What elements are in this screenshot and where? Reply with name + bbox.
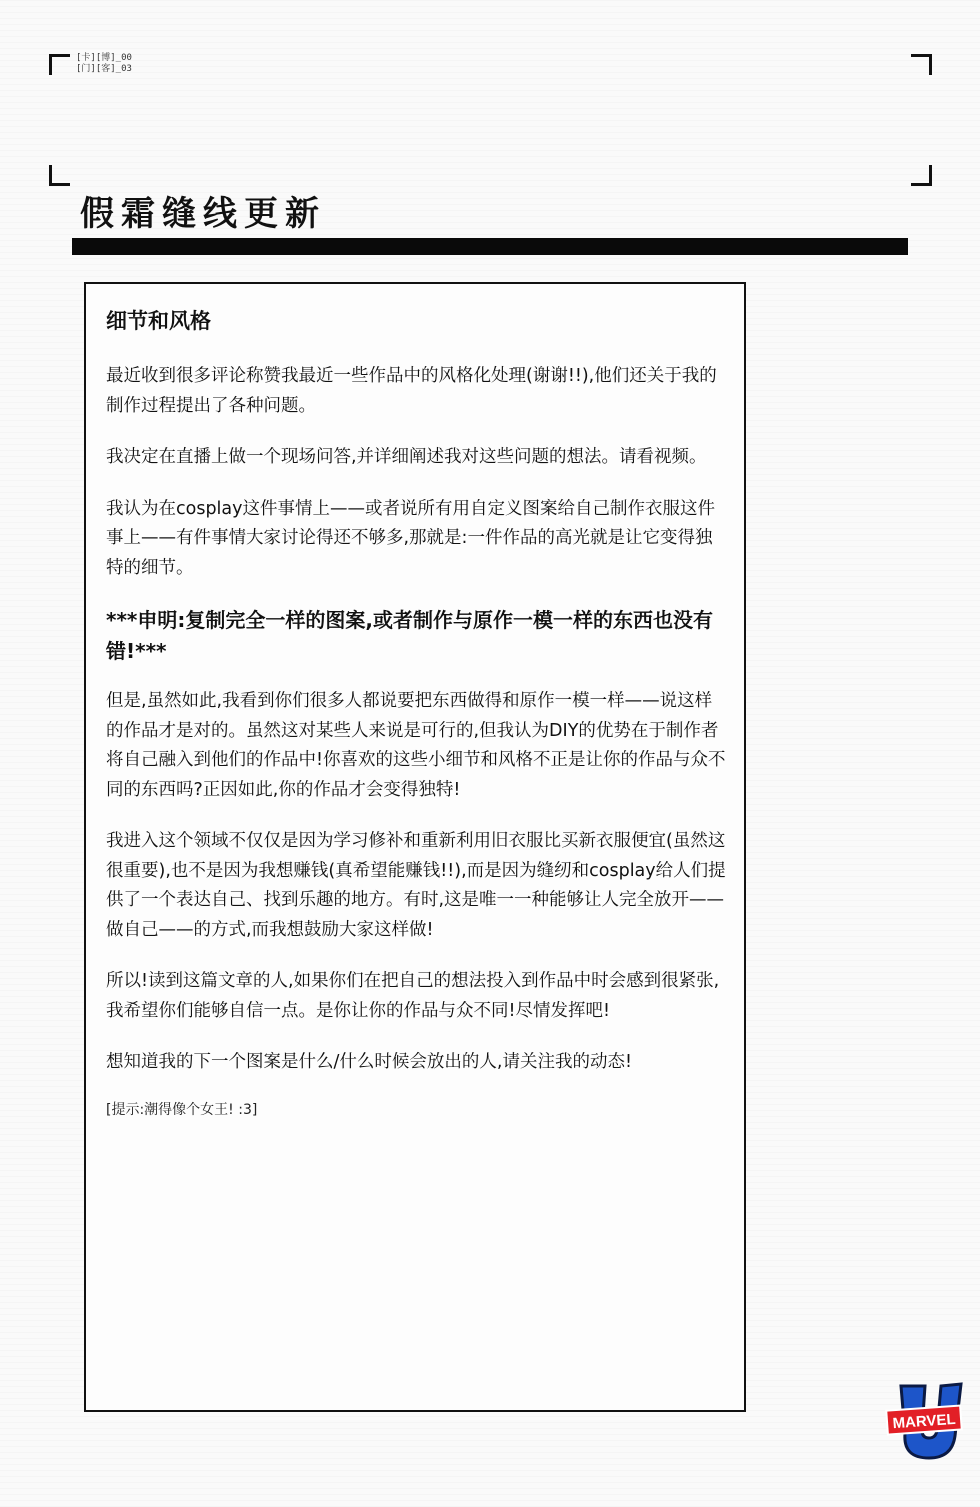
article-paragraph: 想知道我的下一个图案是什么/什么时候会放出的人,请关注我的动态! [106,1052,632,1072]
page-code [76,53,132,75]
title-underline-bar [72,238,908,255]
disclaimer-statement: ***申明:复制完全一样的图案,或者制作与原作一模一样的东西也没有错!*** [106,608,713,663]
page-code-line-2: [门][客]_03 [76,64,132,74]
marvel-unlimited-logo [885,1380,965,1460]
hint-note: [提示:潮得像个女王! :3] [106,1101,258,1118]
article-panel [84,282,746,1412]
logo-text: MARVEL [892,1410,957,1433]
article-paragraph: 最近收到很多评论称赞我最近一些作品中的风格化处理(谢谢!!),他们还关于我的制作过程提出了各种问题。 [106,366,717,416]
article-paragraph: 我认为在cosplay这件事情上——或者说所有用自定义图案给自己制作衣服这件事上——有件事情大家讨论得还不够多,那就是:一件作品的高光就是让它变得独特的细节。 [106,498,715,578]
article-paragraph: 我决定在直播上做一个现场问答,并详细阐述我对这些问题的想法。请看视频。 [106,447,707,467]
article-heading: 细节和风格 [106,309,211,333]
page-code-line-1: [卡][博]_00 [76,53,132,63]
article-paragraph: 我进入这个领域不仅仅是因为学习修补和重新利用旧衣服比买新衣服便宜(虽然这很重要),也不是因为我想赚钱(真希望能赚钱!!),而是因为缝纫和cosplay给人们提供了一个表达自己、找到乐趣的地方。有时,这是唯一一种能够让人完全放开——做自己——的方式,而我想鼓励大家这样做! [106,831,726,940]
frame-corner-top-right [911,54,932,75]
article-paragraph: 但是,虽然如此,我看到你们很多人都说要把东西做得和原作一模一样——说这样的作品才是对的。虽然这对某些人来说是可行的,但我认为DIY的优势在于制作者将自己融入到他们的作品中!你喜欢的这些小细节和风格不正是让你的作品与众不同的东西吗?正因如此,你的作品才会变得独特! [106,691,726,800]
article-body [106,306,728,1120]
frame-corner-bottom-right [911,165,932,186]
page-title: 假霜缝线更新 [80,194,326,234]
article-paragraph: 所以!读到这篇文章的人,如果你们在把自己的想法投入到作品中时会感到很紧张,我希望你们能够自信一点。是你让你的作品与众不同!尽情发挥吧! [106,971,720,1021]
frame-corner-bottom-left [49,165,70,186]
frame-corner-top-left [49,54,70,75]
